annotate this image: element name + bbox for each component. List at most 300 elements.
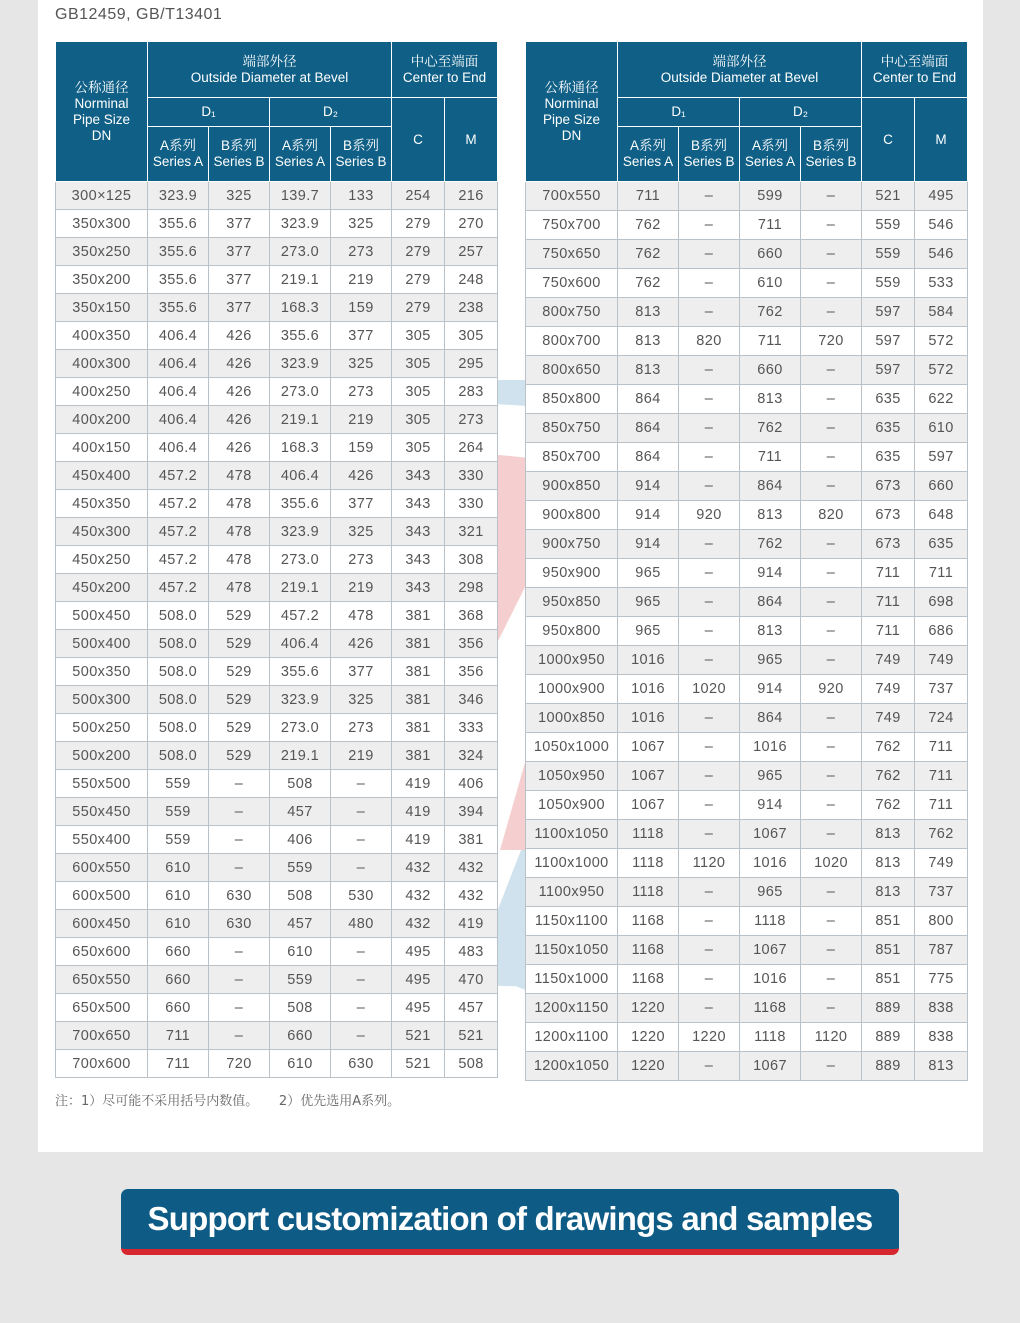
cell-d1-a: 508.0 bbox=[148, 714, 209, 742]
cell-d2-a: 813 bbox=[740, 617, 801, 646]
cell-m: 686 bbox=[915, 617, 968, 646]
cell-d1-b: – bbox=[679, 791, 740, 820]
cell-m: 305 bbox=[445, 322, 498, 350]
cell-d2-b: – bbox=[801, 733, 862, 762]
cell-c: 749 bbox=[862, 704, 915, 733]
table-row bbox=[56, 238, 498, 266]
header-d1: D₁ bbox=[618, 98, 740, 127]
cell-d2-b: 426 bbox=[331, 462, 392, 490]
cell-d1-b: 529 bbox=[209, 714, 270, 742]
cell-d2-b: 273 bbox=[331, 714, 392, 742]
cell-d1-b: – bbox=[679, 211, 740, 240]
cell-d1-b: 377 bbox=[209, 294, 270, 322]
cell-d1-b: 478 bbox=[209, 546, 270, 574]
cell-d1-b: – bbox=[679, 356, 740, 385]
table-row bbox=[56, 966, 498, 994]
cell-d1-a: 355.6 bbox=[148, 238, 209, 266]
cell-d1-b: – bbox=[679, 269, 740, 298]
cell-m: 495 bbox=[915, 182, 968, 211]
cell-dn: 800x700 bbox=[526, 327, 618, 356]
table-row bbox=[56, 854, 498, 882]
cell-d2-a: 559 bbox=[270, 966, 331, 994]
cell-d1-a: 1067 bbox=[618, 791, 679, 820]
cell-d2-b: – bbox=[801, 530, 862, 559]
cell-d1-a: 864 bbox=[618, 443, 679, 472]
cell-d1-a: 762 bbox=[618, 269, 679, 298]
cell-d1-a: 559 bbox=[148, 770, 209, 798]
standard-title: GB12459, GB/T13401 bbox=[55, 6, 223, 23]
cell-d1-b: 426 bbox=[209, 350, 270, 378]
cell-c: 711 bbox=[862, 588, 915, 617]
cell-m: 381 bbox=[445, 826, 498, 854]
cell-d1-b: – bbox=[209, 966, 270, 994]
table-row bbox=[526, 849, 968, 878]
table-row bbox=[56, 798, 498, 826]
cell-dn: 1100x1000 bbox=[526, 849, 618, 878]
cell-c: 521 bbox=[862, 182, 915, 211]
cell-d1-a: 559 bbox=[148, 798, 209, 826]
cell-c: 673 bbox=[862, 530, 915, 559]
cell-d2-a: 219.1 bbox=[270, 406, 331, 434]
cell-dn: 450x400 bbox=[56, 462, 148, 490]
cell-d2-b: – bbox=[801, 443, 862, 472]
cell-m: 838 bbox=[915, 1023, 968, 1052]
cell-m: 711 bbox=[915, 762, 968, 791]
cell-d1-b: – bbox=[679, 559, 740, 588]
cell-d2-b: 273 bbox=[331, 546, 392, 574]
cell-d1-b: 1020 bbox=[679, 675, 740, 704]
cell-d1-b: – bbox=[679, 820, 740, 849]
cell-c: 597 bbox=[862, 298, 915, 327]
cell-m: 737 bbox=[915, 878, 968, 907]
cell-c: 343 bbox=[392, 546, 445, 574]
cell-d1-a: 813 bbox=[618, 356, 679, 385]
cell-d2-a: 355.6 bbox=[270, 490, 331, 518]
table-row bbox=[526, 501, 968, 530]
cell-d1-a: 1220 bbox=[618, 1023, 679, 1052]
cell-d1-a: 762 bbox=[618, 211, 679, 240]
cell-m: 238 bbox=[445, 294, 498, 322]
cell-dn: 500x450 bbox=[56, 602, 148, 630]
cell-m: 572 bbox=[915, 327, 968, 356]
cell-c: 749 bbox=[862, 675, 915, 704]
table-row bbox=[526, 298, 968, 327]
cell-dn: 800x750 bbox=[526, 298, 618, 327]
cell-d2-a: 323.9 bbox=[270, 686, 331, 714]
cell-c: 279 bbox=[392, 266, 445, 294]
cell-dn: 1000x900 bbox=[526, 675, 618, 704]
cell-d2-b: – bbox=[801, 704, 862, 733]
table-row bbox=[526, 385, 968, 414]
cell-d1-b: 529 bbox=[209, 630, 270, 658]
header-c: C bbox=[392, 98, 445, 182]
cell-d2-a: 599 bbox=[740, 182, 801, 211]
cell-d2-b: 820 bbox=[801, 501, 862, 530]
cell-d2-b: 273 bbox=[331, 238, 392, 266]
cell-dn: 800x650 bbox=[526, 356, 618, 385]
cell-d1-a: 406.4 bbox=[148, 322, 209, 350]
cell-d1-a: 965 bbox=[618, 559, 679, 588]
cell-d2-a: 762 bbox=[740, 414, 801, 443]
header-outside-diameter: 端部外径 Outside Diameter at Bevel bbox=[618, 42, 862, 98]
cell-d1-a: 914 bbox=[618, 530, 679, 559]
cell-d2-a: 660 bbox=[740, 240, 801, 269]
cell-d1-a: 660 bbox=[148, 938, 209, 966]
header-center-to-end: 中心至端面 Center to End bbox=[862, 42, 968, 98]
table-row bbox=[526, 762, 968, 791]
cell-d2-b: – bbox=[801, 907, 862, 936]
table-row bbox=[526, 559, 968, 588]
cell-d1-b: – bbox=[679, 298, 740, 327]
cell-d1-a: 660 bbox=[148, 966, 209, 994]
cell-d1-a: 762 bbox=[618, 240, 679, 269]
cell-d2-a: 457 bbox=[270, 910, 331, 938]
cell-d1-a: 965 bbox=[618, 617, 679, 646]
cell-d2-b: 219 bbox=[331, 406, 392, 434]
cell-dn: 1150x1050 bbox=[526, 936, 618, 965]
cell-m: 273 bbox=[445, 406, 498, 434]
cell-dn: 750x650 bbox=[526, 240, 618, 269]
table-row bbox=[56, 294, 498, 322]
cell-d2-b: – bbox=[331, 994, 392, 1022]
cell-d2-b: 219 bbox=[331, 266, 392, 294]
cell-d2-b: – bbox=[801, 936, 862, 965]
cell-d1-a: 813 bbox=[618, 298, 679, 327]
cell-d2-b: 159 bbox=[331, 434, 392, 462]
cell-c: 559 bbox=[862, 240, 915, 269]
cell-d2-b: – bbox=[801, 211, 862, 240]
cell-dn: 650x500 bbox=[56, 994, 148, 1022]
cell-d1-b: 820 bbox=[679, 327, 740, 356]
cell-d2-a: 610 bbox=[270, 1050, 331, 1078]
cell-d1-b: – bbox=[679, 762, 740, 791]
cell-c: 495 bbox=[392, 994, 445, 1022]
cell-dn: 450x300 bbox=[56, 518, 148, 546]
table-row bbox=[56, 266, 498, 294]
cell-d1-a: 559 bbox=[148, 826, 209, 854]
pipe-size-table-left bbox=[55, 41, 498, 1078]
cell-dn: 450x200 bbox=[56, 574, 148, 602]
cell-dn: 850x800 bbox=[526, 385, 618, 414]
cell-d2-a: 1016 bbox=[740, 733, 801, 762]
cell-d2-a: 323.9 bbox=[270, 518, 331, 546]
cell-d1-b: 630 bbox=[209, 910, 270, 938]
table-row bbox=[526, 327, 968, 356]
cell-c: 381 bbox=[392, 742, 445, 770]
cell-d2-a: 914 bbox=[740, 675, 801, 704]
cell-d1-a: 813 bbox=[618, 327, 679, 356]
cell-d1-a: 457.2 bbox=[148, 490, 209, 518]
cell-c: 305 bbox=[392, 322, 445, 350]
cell-d2-b: – bbox=[801, 965, 862, 994]
cell-d2-a: 1016 bbox=[740, 965, 801, 994]
cell-d2-a: 1067 bbox=[740, 936, 801, 965]
table-row bbox=[526, 182, 968, 211]
cell-dn: 750x600 bbox=[526, 269, 618, 298]
cell-d1-b: – bbox=[679, 414, 740, 443]
cell-d2-a: 660 bbox=[740, 356, 801, 385]
cell-dn: 1150x1000 bbox=[526, 965, 618, 994]
cell-m: 648 bbox=[915, 501, 968, 530]
table-row bbox=[56, 406, 498, 434]
cell-d2-b: 920 bbox=[801, 675, 862, 704]
table-row bbox=[526, 269, 968, 298]
cell-m: 406 bbox=[445, 770, 498, 798]
cell-m: 356 bbox=[445, 630, 498, 658]
cell-dn: 350x200 bbox=[56, 266, 148, 294]
cell-m: 324 bbox=[445, 742, 498, 770]
cell-d1-b: 377 bbox=[209, 238, 270, 266]
cell-d1-a: 1016 bbox=[618, 675, 679, 704]
table-row bbox=[526, 994, 968, 1023]
cell-m: 330 bbox=[445, 490, 498, 518]
table-row bbox=[56, 378, 498, 406]
cell-d1-a: 323.9 bbox=[148, 182, 209, 210]
cell-d2-a: 508 bbox=[270, 770, 331, 798]
cell-c: 381 bbox=[392, 658, 445, 686]
cell-d2-b: – bbox=[331, 938, 392, 966]
cell-d2-b: 325 bbox=[331, 350, 392, 378]
cell-m: 775 bbox=[915, 965, 968, 994]
cell-d1-a: 1220 bbox=[618, 1052, 679, 1081]
cell-c: 559 bbox=[862, 269, 915, 298]
cell-d2-a: 813 bbox=[740, 501, 801, 530]
cell-d2-b: – bbox=[801, 1052, 862, 1081]
header-c: C bbox=[862, 98, 915, 182]
cell-d1-a: 1118 bbox=[618, 878, 679, 907]
banner-text: Support customization of drawings and samples bbox=[147, 1200, 873, 1237]
cell-m: 724 bbox=[915, 704, 968, 733]
cell-c: 711 bbox=[862, 559, 915, 588]
table-row bbox=[56, 686, 498, 714]
cell-d1-b: – bbox=[679, 704, 740, 733]
cell-dn: 450x250 bbox=[56, 546, 148, 574]
table-row bbox=[56, 826, 498, 854]
cell-d2-b: – bbox=[801, 878, 862, 907]
cell-d1-b: 529 bbox=[209, 602, 270, 630]
cell-d1-a: 457.2 bbox=[148, 574, 209, 602]
cell-m: 216 bbox=[445, 182, 498, 210]
cell-d2-b: 377 bbox=[331, 490, 392, 518]
table-row bbox=[56, 714, 498, 742]
cell-d1-b: 920 bbox=[679, 501, 740, 530]
cell-d2-a: 559 bbox=[270, 854, 331, 882]
cell-c: 343 bbox=[392, 490, 445, 518]
cell-m: 264 bbox=[445, 434, 498, 462]
cell-d2-b: – bbox=[801, 791, 862, 820]
cell-d1-b: 377 bbox=[209, 266, 270, 294]
cell-d2-a: 273.0 bbox=[270, 378, 331, 406]
cell-d2-a: 762 bbox=[740, 530, 801, 559]
cell-c: 343 bbox=[392, 574, 445, 602]
cell-c: 635 bbox=[862, 385, 915, 414]
cell-d1-b: 377 bbox=[209, 210, 270, 238]
cell-d2-a: 273.0 bbox=[270, 546, 331, 574]
table-row bbox=[56, 882, 498, 910]
cell-c: 343 bbox=[392, 518, 445, 546]
table-row bbox=[56, 546, 498, 574]
cell-dn: 1000x850 bbox=[526, 704, 618, 733]
cell-d2-a: 914 bbox=[740, 791, 801, 820]
cell-d2-a: 965 bbox=[740, 762, 801, 791]
cell-dn: 500x350 bbox=[56, 658, 148, 686]
cell-d1-b: – bbox=[679, 965, 740, 994]
cell-d2-b: – bbox=[331, 826, 392, 854]
cell-d1-b: – bbox=[679, 936, 740, 965]
cell-c: 889 bbox=[862, 994, 915, 1023]
cell-c: 813 bbox=[862, 849, 915, 878]
cell-d1-a: 457.2 bbox=[148, 546, 209, 574]
cell-d2-b: – bbox=[801, 269, 862, 298]
cell-d1-a: 610 bbox=[148, 910, 209, 938]
cell-d1-a: 1168 bbox=[618, 907, 679, 936]
cell-c: 343 bbox=[392, 462, 445, 490]
cell-d2-b: – bbox=[331, 798, 392, 826]
cell-d2-a: 219.1 bbox=[270, 742, 331, 770]
cell-d1-a: 1016 bbox=[618, 646, 679, 675]
cell-d1-b: – bbox=[679, 907, 740, 936]
cell-d2-b: 159 bbox=[331, 294, 392, 322]
customization-banner bbox=[121, 1189, 899, 1255]
cell-d2-b: 325 bbox=[331, 518, 392, 546]
table-row bbox=[56, 658, 498, 686]
cell-d1-b: 478 bbox=[209, 462, 270, 490]
header-d1: D₁ bbox=[148, 98, 270, 127]
cell-dn: 950x800 bbox=[526, 617, 618, 646]
cell-d2-a: 711 bbox=[740, 443, 801, 472]
cell-m: 368 bbox=[445, 602, 498, 630]
cell-d1-b: – bbox=[679, 994, 740, 1023]
cell-dn: 350x300 bbox=[56, 210, 148, 238]
cell-d2-b: – bbox=[801, 646, 862, 675]
cell-d2-a: 457 bbox=[270, 798, 331, 826]
cell-d1-a: 457.2 bbox=[148, 518, 209, 546]
cell-c: 673 bbox=[862, 501, 915, 530]
cell-c: 305 bbox=[392, 406, 445, 434]
cell-m: 597 bbox=[915, 443, 968, 472]
cell-d1-b: – bbox=[679, 240, 740, 269]
cell-d1-b: – bbox=[209, 854, 270, 882]
cell-dn: 400x350 bbox=[56, 322, 148, 350]
cell-dn: 500x300 bbox=[56, 686, 148, 714]
cell-d2-b: 219 bbox=[331, 742, 392, 770]
cell-c: 635 bbox=[862, 414, 915, 443]
cell-d2-a: 914 bbox=[740, 559, 801, 588]
cell-d2-a: 1118 bbox=[740, 1023, 801, 1052]
cell-c: 521 bbox=[392, 1050, 445, 1078]
table-row bbox=[526, 588, 968, 617]
cell-dn: 700x650 bbox=[56, 1022, 148, 1050]
cell-d1-a: 711 bbox=[618, 182, 679, 211]
cell-d2-b: – bbox=[801, 617, 862, 646]
cell-d2-b: 426 bbox=[331, 630, 392, 658]
cell-d2-a: 406 bbox=[270, 826, 331, 854]
cell-m: 346 bbox=[445, 686, 498, 714]
cell-c: 597 bbox=[862, 356, 915, 385]
cell-dn: 1050x1000 bbox=[526, 733, 618, 762]
table-row bbox=[56, 462, 498, 490]
cell-d2-a: 660 bbox=[270, 1022, 331, 1050]
cell-d2-b: – bbox=[331, 1022, 392, 1050]
cell-d2-b: 133 bbox=[331, 182, 392, 210]
cell-m: 248 bbox=[445, 266, 498, 294]
cell-d1-a: 508.0 bbox=[148, 686, 209, 714]
cell-d1-b: – bbox=[679, 385, 740, 414]
cell-c: 762 bbox=[862, 733, 915, 762]
cell-d2-b: 273 bbox=[331, 378, 392, 406]
cell-d1-a: 355.6 bbox=[148, 210, 209, 238]
cell-dn: 900x750 bbox=[526, 530, 618, 559]
header-d2-series-a: A系列 Series A bbox=[270, 127, 331, 182]
cell-c: 419 bbox=[392, 798, 445, 826]
cell-d2-b: – bbox=[801, 472, 862, 501]
cell-d2-a: 219.1 bbox=[270, 266, 331, 294]
cell-dn: 1050x900 bbox=[526, 791, 618, 820]
cell-c: 254 bbox=[392, 182, 445, 210]
cell-dn: 600x500 bbox=[56, 882, 148, 910]
cell-d1-b: 529 bbox=[209, 686, 270, 714]
cell-dn: 850x750 bbox=[526, 414, 618, 443]
cell-dn: 500x400 bbox=[56, 630, 148, 658]
cell-d2-b: – bbox=[801, 762, 862, 791]
cell-m: 749 bbox=[915, 849, 968, 878]
cell-d1-a: 406.4 bbox=[148, 350, 209, 378]
cell-d1-b: 426 bbox=[209, 434, 270, 462]
cell-m: 330 bbox=[445, 462, 498, 490]
cell-d2-b: – bbox=[801, 820, 862, 849]
cell-d1-b: 478 bbox=[209, 574, 270, 602]
cell-c: 813 bbox=[862, 878, 915, 907]
cell-d1-b: – bbox=[679, 617, 740, 646]
cell-m: 800 bbox=[915, 907, 968, 936]
cell-d1-a: 1168 bbox=[618, 936, 679, 965]
cell-d2-a: 1016 bbox=[740, 849, 801, 878]
cell-dn: 750x700 bbox=[526, 211, 618, 240]
table-row bbox=[526, 733, 968, 762]
cell-d1-b: – bbox=[679, 1052, 740, 1081]
cell-c: 381 bbox=[392, 602, 445, 630]
table-row bbox=[526, 617, 968, 646]
cell-d2-b: – bbox=[331, 770, 392, 798]
cell-d2-b: – bbox=[801, 356, 862, 385]
cell-d1-b: – bbox=[209, 826, 270, 854]
cell-c: 851 bbox=[862, 936, 915, 965]
header-nominal-size: 公称通径 Norminal Pipe Size DN bbox=[526, 42, 618, 182]
header-d2: D₂ bbox=[270, 98, 392, 127]
cell-d2-a: 864 bbox=[740, 472, 801, 501]
cell-m: 521 bbox=[445, 1022, 498, 1050]
header-d2-series-b: B系列 Series B bbox=[331, 127, 392, 182]
cell-d2-b: – bbox=[801, 182, 862, 211]
cell-dn: 400x200 bbox=[56, 406, 148, 434]
table-row bbox=[56, 1050, 498, 1078]
header-center-to-end: 中心至端面 Center to End bbox=[392, 42, 498, 98]
cell-d2-a: 711 bbox=[740, 327, 801, 356]
cell-d1-a: 457.2 bbox=[148, 462, 209, 490]
footnote: 注：1）尽可能不采用括号内数值。 2）优先选用A系列。 bbox=[55, 1094, 401, 1109]
cell-dn: 1150x1100 bbox=[526, 907, 618, 936]
cell-d1-b: – bbox=[209, 994, 270, 1022]
cell-d1-a: 864 bbox=[618, 414, 679, 443]
header-d1-series-b: B系列 Series B bbox=[679, 127, 740, 182]
cell-d1-b: – bbox=[679, 182, 740, 211]
header-d2: D₂ bbox=[740, 98, 862, 127]
cell-d1-b: 478 bbox=[209, 490, 270, 518]
cell-d1-b: 478 bbox=[209, 518, 270, 546]
cell-d1-a: 355.6 bbox=[148, 266, 209, 294]
cell-d1-b: – bbox=[679, 646, 740, 675]
cell-dn: 350x150 bbox=[56, 294, 148, 322]
